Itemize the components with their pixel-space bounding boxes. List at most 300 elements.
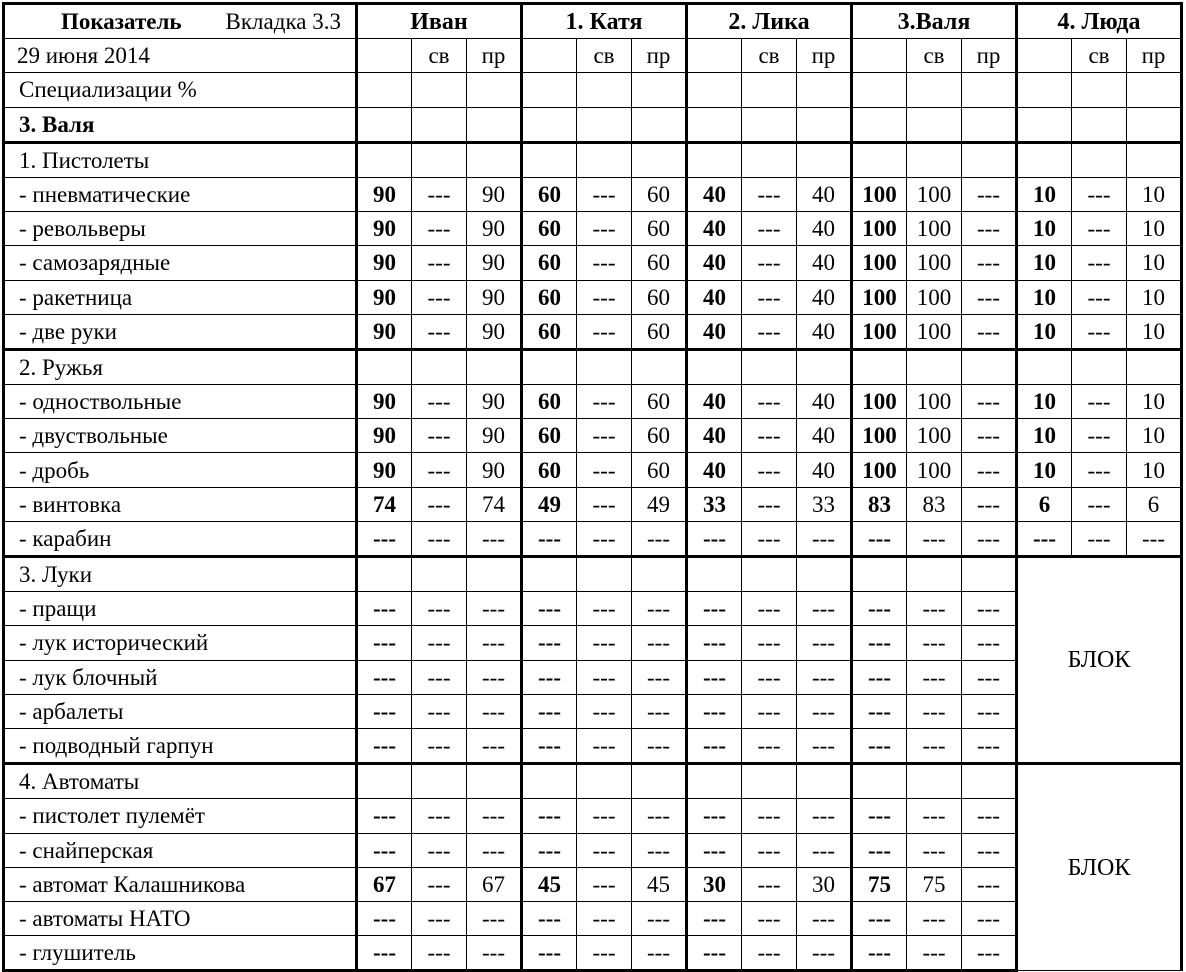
value-cell: --- <box>1072 419 1127 453</box>
row-label: - автомат Калашникова <box>4 867 357 901</box>
table-row <box>4 280 1182 314</box>
value-cell: --- <box>412 833 467 867</box>
value-cell: 74 <box>357 487 412 521</box>
value-cell <box>687 73 742 107</box>
value-cell: --- <box>357 521 412 556</box>
value-cell: 10 <box>1127 314 1182 349</box>
value-cell: --- <box>852 728 907 763</box>
value-cell: 10 <box>1127 246 1182 280</box>
table-row <box>4 177 1182 211</box>
value-cell <box>412 73 467 107</box>
value-cell <box>357 107 412 142</box>
value-cell: --- <box>577 314 632 349</box>
value-cell: --- <box>852 833 907 867</box>
value-cell: 90 <box>357 419 412 453</box>
weapons-specialization-table <box>2 2 1183 972</box>
value-cell <box>962 73 1017 107</box>
value-cell: 40 <box>797 314 852 349</box>
value-cell: --- <box>632 936 687 971</box>
sub-header-pr: пр <box>797 39 852 73</box>
block-cell: БЛОК <box>1017 764 1182 971</box>
sub-header-sv: св <box>742 39 797 73</box>
value-cell: 100 <box>852 453 907 487</box>
value-cell: --- <box>412 246 467 280</box>
value-cell <box>412 764 467 799</box>
value-cell: 10 <box>1127 177 1182 211</box>
value-cell: --- <box>1072 280 1127 314</box>
value-cell: 90 <box>467 419 522 453</box>
value-cell: 100 <box>852 385 907 419</box>
value-cell <box>577 764 632 799</box>
value-cell <box>742 107 797 142</box>
indicator-label: Показатель <box>61 9 182 35</box>
value-cell: 10 <box>1017 280 1072 314</box>
value-cell: 90 <box>467 212 522 246</box>
value-cell: 60 <box>522 177 577 211</box>
value-cell: --- <box>742 936 797 971</box>
value-cell: --- <box>412 728 467 763</box>
value-cell: --- <box>577 660 632 694</box>
value-cell: 40 <box>797 212 852 246</box>
value-cell: --- <box>687 901 742 935</box>
value-cell: --- <box>962 901 1017 935</box>
value-cell: --- <box>962 936 1017 971</box>
block-cell: БЛОК <box>1017 557 1182 764</box>
value-cell: --- <box>962 728 1017 763</box>
value-cell: --- <box>467 626 522 660</box>
value-cell: 90 <box>357 246 412 280</box>
table-row <box>4 660 1182 694</box>
value-cell: --- <box>522 592 577 626</box>
value-cell <box>852 349 907 384</box>
value-cell <box>852 764 907 799</box>
value-cell: --- <box>687 592 742 626</box>
value-cell <box>1017 73 1072 107</box>
value-cell: --- <box>577 936 632 971</box>
value-cell: --- <box>522 901 577 935</box>
value-cell: 10 <box>1017 177 1072 211</box>
value-cell: 40 <box>687 419 742 453</box>
date-label: 29 июня 2014 <box>4 39 357 73</box>
value-cell: --- <box>412 419 467 453</box>
value-cell: 45 <box>632 867 687 901</box>
value-cell: --- <box>962 177 1017 211</box>
tab-label: Вкладка 3.3 <box>225 9 341 35</box>
value-cell <box>357 349 412 384</box>
value-cell: --- <box>742 453 797 487</box>
table-row <box>4 246 1182 280</box>
value-cell: 40 <box>797 177 852 211</box>
value-cell: --- <box>797 799 852 833</box>
value-cell: --- <box>632 592 687 626</box>
value-cell: --- <box>742 660 797 694</box>
person-header: 3.Валя <box>852 4 1017 39</box>
value-cell <box>357 557 412 592</box>
value-cell: 10 <box>1127 212 1182 246</box>
value-cell: 10 <box>1017 453 1072 487</box>
value-cell: --- <box>632 521 687 556</box>
value-cell: --- <box>467 592 522 626</box>
value-cell: --- <box>1017 521 1072 556</box>
sub-header-pr: пр <box>467 39 522 73</box>
value-cell: --- <box>357 694 412 728</box>
value-cell <box>357 73 412 107</box>
value-cell: --- <box>962 833 1017 867</box>
value-cell: 10 <box>1017 419 1072 453</box>
value-cell: --- <box>852 660 907 694</box>
value-cell: --- <box>577 453 632 487</box>
value-cell: --- <box>412 867 467 901</box>
value-cell: --- <box>1072 487 1127 521</box>
value-cell: --- <box>357 728 412 763</box>
sub-header-sv: св <box>1072 39 1127 73</box>
value-cell: --- <box>357 833 412 867</box>
value-cell <box>907 107 962 142</box>
value-cell: 60 <box>632 385 687 419</box>
value-cell: --- <box>1072 212 1127 246</box>
value-cell: --- <box>687 694 742 728</box>
table-row <box>4 349 1182 384</box>
value-cell: 90 <box>357 453 412 487</box>
value-cell: 90 <box>467 314 522 349</box>
value-cell: --- <box>962 660 1017 694</box>
sub-header-sv: св <box>577 39 632 73</box>
value-cell <box>412 349 467 384</box>
value-cell: --- <box>357 626 412 660</box>
value-cell <box>742 349 797 384</box>
value-cell: --- <box>962 799 1017 833</box>
value-cell: --- <box>907 694 962 728</box>
person-header: 2. Лика <box>687 4 852 39</box>
value-cell: --- <box>687 936 742 971</box>
value-cell: --- <box>577 799 632 833</box>
value-cell: 60 <box>632 314 687 349</box>
value-cell <box>412 557 467 592</box>
value-cell: 100 <box>907 385 962 419</box>
value-cell: --- <box>852 901 907 935</box>
value-cell <box>742 557 797 592</box>
value-cell: 60 <box>522 314 577 349</box>
value-cell <box>1127 142 1182 177</box>
value-cell: --- <box>1072 521 1127 556</box>
table-row <box>4 764 1182 799</box>
row-label: - самозарядные <box>4 246 357 280</box>
value-cell <box>907 142 962 177</box>
value-cell <box>687 107 742 142</box>
value-cell: --- <box>962 867 1017 901</box>
value-cell: 60 <box>632 280 687 314</box>
value-cell: 40 <box>687 385 742 419</box>
value-cell <box>797 557 852 592</box>
value-cell: --- <box>742 212 797 246</box>
value-cell: 67 <box>357 867 412 901</box>
value-cell <box>577 73 632 107</box>
value-cell <box>577 142 632 177</box>
value-cell: --- <box>412 660 467 694</box>
sub-header-sv: св <box>412 39 467 73</box>
value-cell <box>632 142 687 177</box>
header-row-sub <box>4 39 1182 73</box>
value-cell: 6 <box>1017 487 1072 521</box>
value-cell: --- <box>962 453 1017 487</box>
value-cell: --- <box>962 592 1017 626</box>
value-cell: --- <box>577 867 632 901</box>
value-cell: 100 <box>907 314 962 349</box>
row-label: - арбалеты <box>4 694 357 728</box>
row-label: - пистолет пулемёт <box>4 799 357 833</box>
value-cell: --- <box>907 626 962 660</box>
table-row <box>4 833 1182 867</box>
value-cell: 100 <box>852 177 907 211</box>
value-cell: --- <box>962 521 1017 556</box>
value-cell: --- <box>907 592 962 626</box>
value-cell: --- <box>687 799 742 833</box>
value-cell: --- <box>797 936 852 971</box>
value-cell: 60 <box>632 177 687 211</box>
value-cell: --- <box>412 487 467 521</box>
table-row <box>4 73 1182 107</box>
value-cell: --- <box>632 833 687 867</box>
value-cell <box>522 557 577 592</box>
value-cell <box>632 764 687 799</box>
table-row <box>4 314 1182 349</box>
value-cell: --- <box>742 419 797 453</box>
row-label: - пневматические <box>4 177 357 211</box>
value-cell: --- <box>632 799 687 833</box>
value-cell: 75 <box>907 867 962 901</box>
value-cell: --- <box>467 833 522 867</box>
value-cell: 100 <box>852 314 907 349</box>
value-cell: 40 <box>687 453 742 487</box>
value-cell: --- <box>1072 246 1127 280</box>
value-cell: 10 <box>1017 385 1072 419</box>
value-cell: --- <box>632 694 687 728</box>
value-cell: --- <box>412 314 467 349</box>
value-cell: 100 <box>907 246 962 280</box>
value-cell: --- <box>742 246 797 280</box>
value-cell <box>1072 107 1127 142</box>
value-cell <box>1127 107 1182 142</box>
value-cell: --- <box>852 592 907 626</box>
row-label: - лук исторический <box>4 626 357 660</box>
value-cell <box>412 107 467 142</box>
value-cell: 83 <box>852 487 907 521</box>
table-row <box>4 419 1182 453</box>
value-cell: --- <box>467 728 522 763</box>
value-cell <box>357 764 412 799</box>
value-cell <box>522 142 577 177</box>
value-cell <box>797 142 852 177</box>
value-cell: --- <box>357 660 412 694</box>
value-cell: --- <box>907 901 962 935</box>
value-cell: --- <box>467 936 522 971</box>
value-cell: 100 <box>907 212 962 246</box>
value-cell: --- <box>742 867 797 901</box>
value-cell: --- <box>742 314 797 349</box>
value-cell: 60 <box>632 246 687 280</box>
value-cell: --- <box>467 660 522 694</box>
row-label: - карабин <box>4 521 357 556</box>
value-cell <box>467 73 522 107</box>
value-cell: --- <box>742 626 797 660</box>
table-row <box>4 385 1182 419</box>
value-cell <box>962 764 1017 799</box>
value-cell: --- <box>522 936 577 971</box>
value-cell: --- <box>412 592 467 626</box>
value-cell: --- <box>962 314 1017 349</box>
value-cell: 90 <box>357 385 412 419</box>
sub-header-cell <box>1017 39 1072 73</box>
value-cell: --- <box>577 694 632 728</box>
value-cell <box>1072 73 1127 107</box>
value-cell: --- <box>577 487 632 521</box>
value-cell <box>577 349 632 384</box>
value-cell: --- <box>412 521 467 556</box>
value-cell <box>632 557 687 592</box>
value-cell <box>962 557 1017 592</box>
value-cell <box>852 107 907 142</box>
value-cell: 90 <box>357 212 412 246</box>
value-cell: --- <box>412 212 467 246</box>
value-cell <box>687 349 742 384</box>
value-cell: --- <box>742 521 797 556</box>
value-cell: --- <box>412 694 467 728</box>
value-cell <box>412 142 467 177</box>
value-cell <box>742 73 797 107</box>
value-cell: 75 <box>852 867 907 901</box>
value-cell: --- <box>412 626 467 660</box>
value-cell: --- <box>687 660 742 694</box>
table-row <box>4 799 1182 833</box>
value-cell: --- <box>467 521 522 556</box>
value-cell: 100 <box>907 419 962 453</box>
value-cell: 90 <box>467 280 522 314</box>
value-cell: 100 <box>907 280 962 314</box>
value-cell: --- <box>742 177 797 211</box>
value-cell: --- <box>632 660 687 694</box>
value-cell <box>797 764 852 799</box>
value-cell: --- <box>962 694 1017 728</box>
value-cell: --- <box>962 626 1017 660</box>
value-cell: 90 <box>357 177 412 211</box>
row-label: - двуствольные <box>4 419 357 453</box>
value-cell <box>1017 107 1072 142</box>
value-cell: --- <box>907 660 962 694</box>
value-cell: 40 <box>687 177 742 211</box>
value-cell <box>907 557 962 592</box>
value-cell: 60 <box>632 419 687 453</box>
value-cell: --- <box>797 592 852 626</box>
value-cell: --- <box>907 521 962 556</box>
table-row <box>4 728 1182 763</box>
value-cell: --- <box>577 901 632 935</box>
value-cell: --- <box>742 385 797 419</box>
value-cell: 90 <box>357 280 412 314</box>
value-cell: 40 <box>797 453 852 487</box>
value-cell: --- <box>962 212 1017 246</box>
value-cell: --- <box>797 660 852 694</box>
value-cell: 30 <box>797 867 852 901</box>
value-cell: --- <box>742 694 797 728</box>
value-cell: --- <box>632 901 687 935</box>
value-cell: 100 <box>852 212 907 246</box>
row-label: 4. Автоматы <box>4 764 357 799</box>
value-cell: --- <box>962 487 1017 521</box>
row-label: - винтовка <box>4 487 357 521</box>
value-cell <box>742 764 797 799</box>
value-cell: --- <box>962 385 1017 419</box>
value-cell: --- <box>522 626 577 660</box>
sub-header-cell <box>852 39 907 73</box>
value-cell: 90 <box>467 385 522 419</box>
value-cell: --- <box>632 728 687 763</box>
value-cell <box>357 142 412 177</box>
sub-header-cell <box>522 39 577 73</box>
value-cell: 10 <box>1017 314 1072 349</box>
value-cell <box>632 107 687 142</box>
value-cell: 100 <box>852 419 907 453</box>
row-label: - подводный гарпун <box>4 728 357 763</box>
value-cell <box>577 557 632 592</box>
value-cell <box>522 764 577 799</box>
header-title-cell <box>4 4 357 39</box>
value-cell: 40 <box>797 419 852 453</box>
value-cell: --- <box>522 799 577 833</box>
row-label: 1. Пистолеты <box>4 142 357 177</box>
value-cell: 30 <box>687 867 742 901</box>
value-cell: 40 <box>797 280 852 314</box>
value-cell: --- <box>852 936 907 971</box>
row-label: - дробь <box>4 453 357 487</box>
value-cell: 60 <box>522 212 577 246</box>
value-cell: --- <box>577 280 632 314</box>
header-row-names <box>4 4 1182 39</box>
value-cell <box>907 764 962 799</box>
value-cell <box>797 107 852 142</box>
value-cell: --- <box>1072 177 1127 211</box>
value-cell: --- <box>357 936 412 971</box>
value-cell: 33 <box>687 487 742 521</box>
value-cell: --- <box>742 592 797 626</box>
row-label: - револьверы <box>4 212 357 246</box>
value-cell: --- <box>577 385 632 419</box>
value-cell: --- <box>412 799 467 833</box>
value-cell: --- <box>907 936 962 971</box>
table-row <box>4 212 1182 246</box>
value-cell: --- <box>632 626 687 660</box>
person-header: 1. Катя <box>522 4 687 39</box>
value-cell: --- <box>412 901 467 935</box>
value-cell: --- <box>577 592 632 626</box>
value-cell: --- <box>797 833 852 867</box>
value-cell <box>522 107 577 142</box>
table-row <box>4 453 1182 487</box>
value-cell <box>687 557 742 592</box>
row-label: Специализации % <box>4 73 357 107</box>
value-cell: --- <box>412 385 467 419</box>
value-cell <box>852 142 907 177</box>
value-cell: --- <box>742 728 797 763</box>
value-cell <box>742 142 797 177</box>
value-cell: 10 <box>1017 246 1072 280</box>
table-row <box>4 142 1182 177</box>
row-label: 2. Ружья <box>4 349 357 384</box>
value-cell <box>467 107 522 142</box>
value-cell <box>687 764 742 799</box>
table-row <box>4 557 1182 592</box>
value-cell: --- <box>1072 453 1127 487</box>
row-label: - автоматы НАТО <box>4 901 357 935</box>
